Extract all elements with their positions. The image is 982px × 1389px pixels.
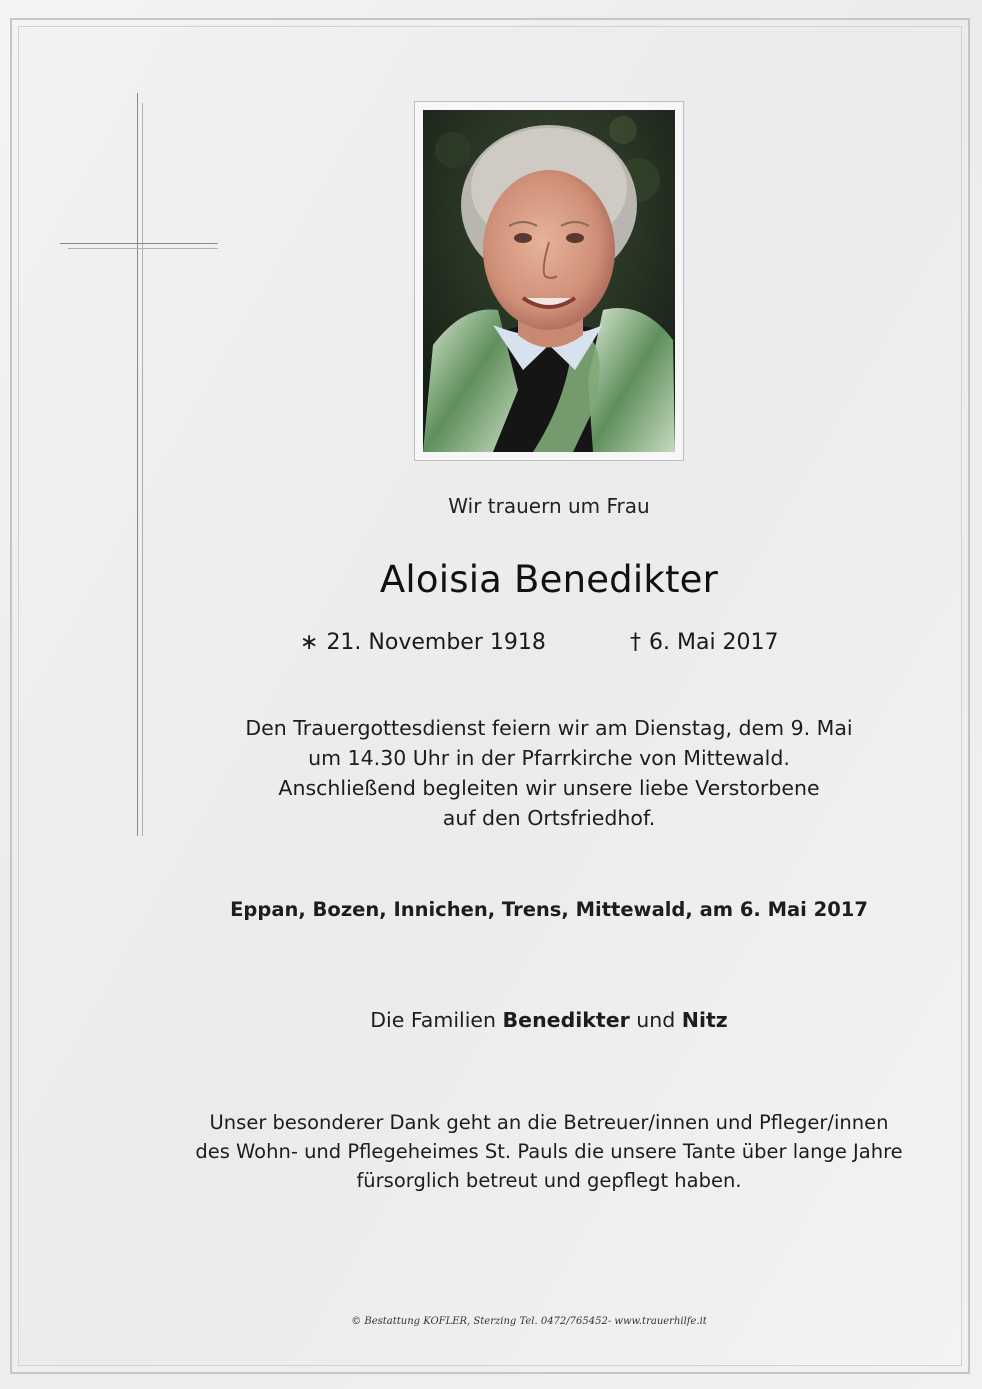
thanks-line: des Wohn- und Pflegeheimes St. Pauls die unsere Tante über lange Jahre	[195, 1140, 903, 1163]
intro-text: Wir trauern um Frau	[448, 494, 650, 518]
portrait-photo	[423, 110, 675, 452]
families-prefix: Die Familien	[370, 1008, 497, 1032]
service-line: um 14.30 Uhr in der Pfarrkirche von Mittewald.	[308, 746, 790, 770]
families-and: und	[636, 1008, 676, 1032]
thanks-text	[0, 1108, 982, 1195]
place-date: Eppan, Bozen, Innichen, Trens, Mittewald, am 6. Mai 2017	[230, 898, 868, 921]
families-line	[0, 1005, 982, 1035]
thanks-line: fürsorglich betreut und gepflegt haben.	[356, 1169, 742, 1192]
deceased-name: Aloisia Benedikter	[379, 558, 719, 601]
portrait-frame	[414, 101, 684, 461]
birth-line	[300, 630, 546, 655]
death-date: 6. Mai 2017	[649, 630, 779, 655]
thanks-line: Unser besonderer Dank geht an die Betreuer/innen und Pfleger/innen	[209, 1111, 889, 1134]
service-line: Den Trauergottesdienst feiern wir am Dienstag, dem 9. Mai	[245, 716, 853, 740]
birth-star-icon: ∗	[300, 630, 319, 655]
death-line	[630, 630, 779, 655]
death-cross-icon: †	[630, 630, 641, 655]
service-line: Anschließend begleiten wir unsere liebe Verstorbene	[278, 776, 820, 800]
service-info	[0, 713, 982, 833]
birth-date: 21. November 1918	[326, 630, 546, 655]
service-line: auf den Ortsfriedhof.	[442, 806, 656, 830]
family-name-1: Benedikter	[502, 1008, 630, 1032]
funeral-home-footer: © Bestattung KOFLER, Sterzing Tel. 0472/765452- www.trauerhilfe.it	[351, 1316, 707, 1327]
family-name-2: Nitz	[681, 1008, 728, 1032]
